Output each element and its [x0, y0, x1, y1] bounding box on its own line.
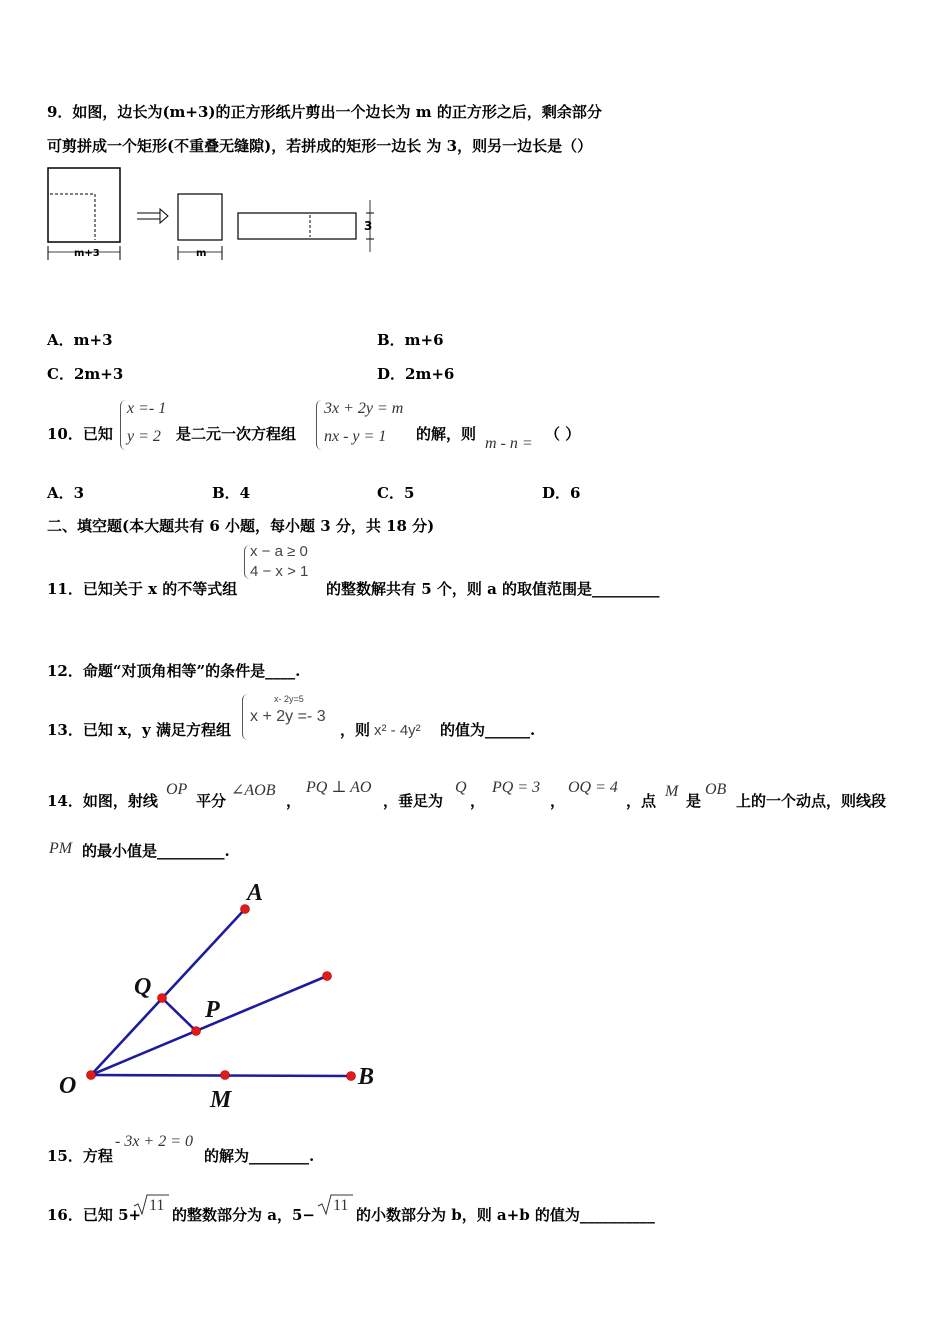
q9-line1: 9．如图，边长为(m+3)的正方形纸片剪出一个边长为 m 的正方形之后，剩余部分	[47, 103, 602, 121]
q14-t1: 平分	[196, 792, 227, 810]
q14-perp: PQ ⊥ AO	[306, 779, 372, 796]
q14-figure	[50, 870, 410, 1120]
q9-option-b: B．m+6	[377, 331, 444, 349]
q13-brace	[242, 694, 249, 740]
label-p: P	[205, 997, 220, 1023]
q16-suffix: 的小数部分为 b，则 a+b 的值为__________	[356, 1206, 655, 1224]
point-o	[87, 1071, 96, 1080]
q10-expr: m - n =	[485, 435, 533, 452]
q10-option-c: C．5	[377, 484, 415, 502]
q14-t5: 上的一个动点，则线段	[736, 792, 887, 810]
point-b	[347, 1072, 356, 1081]
q14-t3: ，点	[626, 792, 657, 810]
q10-sys1-b: y = 2	[127, 428, 161, 445]
q10-option-a: A．3	[47, 484, 85, 502]
label-o: O	[59, 1073, 77, 1099]
label-b: B	[358, 1064, 375, 1090]
q9-option-c: C．2m+3	[47, 365, 124, 383]
label-a: A	[247, 880, 264, 906]
q9-label-3: 3	[364, 219, 373, 233]
q16-rad-2: 11	[333, 1197, 349, 1214]
point-p	[192, 1027, 201, 1036]
q14-t2: ，垂足为	[383, 792, 444, 810]
q15-suffix: 的解为________.	[204, 1147, 315, 1165]
q14-m: M	[665, 783, 679, 800]
q14-ob: OB	[705, 781, 727, 798]
q11-suffix: 的整数解共有 5 个，则 a 的取值范围是_________	[326, 580, 660, 598]
q13-suffix: 的值为______.	[440, 721, 536, 739]
q10-paren: （ ）	[545, 425, 581, 443]
q14-q: Q	[455, 779, 467, 796]
q9-figure	[40, 160, 400, 270]
q14-prefix: 14．如图，射线	[47, 792, 158, 810]
q14-comma-2: ，	[470, 792, 486, 810]
q9-label-small: m	[196, 248, 207, 259]
q9-label-big: m+3	[74, 248, 100, 259]
q13-prefix: 13．已知 x，y 满足方程组	[47, 721, 231, 739]
q14-op: OP	[166, 781, 188, 798]
q11-sys-a: x − a ≥ 0	[250, 543, 308, 560]
q14-t4: 是	[686, 792, 702, 810]
q10-brace-2	[316, 400, 323, 450]
q15-expr: - 3x + 2 = 0	[115, 1133, 194, 1150]
q9-option-a: A．m+3	[47, 331, 113, 349]
q9-option-d: D．2m+6	[377, 365, 455, 383]
q10-brace-1	[120, 400, 127, 450]
q10-mid: 是二元一次方程组	[176, 425, 297, 443]
q14-oq: OQ = 4	[568, 779, 618, 796]
point-q	[158, 994, 167, 1003]
q11-sys-b: 4 − x > 1	[250, 563, 309, 580]
q13-sys-a: x- 2y=5	[274, 694, 304, 704]
q10-option-b: B．4	[212, 484, 251, 502]
q16-rad-1: 11	[149, 1197, 165, 1214]
q13-sys-b: x + 2y =- 3	[250, 708, 326, 725]
ray-oa	[91, 909, 245, 1075]
q10-option-d: D．6	[542, 484, 581, 502]
q9-line2: 可剪拼成一个矩形(不重叠无缝隙)，若拼成的矩形一边长 为 3，则另一边长是（）	[47, 137, 593, 155]
q10-sys2-b: nx - y = 1	[324, 428, 387, 445]
q14-pq: PQ = 3	[492, 779, 541, 796]
q14-comma-3: ，	[550, 792, 566, 810]
q14-t6: 的最小值是_________.	[82, 842, 230, 860]
ray-op	[91, 976, 327, 1075]
q14-comma-1: ，	[286, 792, 302, 810]
q10-sys2-a: 3x + 2y = m	[324, 400, 404, 417]
q14-pm: PM	[49, 840, 73, 857]
q10-sys1-a: x =- 1	[127, 400, 167, 417]
q14-angle: ∠AOB	[231, 782, 276, 799]
point-op-end	[323, 972, 332, 981]
q10-prefix: 10．已知	[47, 425, 113, 443]
q15-prefix: 15．方程	[47, 1147, 113, 1165]
label-m: M	[210, 1087, 232, 1113]
q16-mid: 的整数部分为 a，5−	[172, 1206, 315, 1224]
q12-text: 12．命题“对顶角相等”的条件是____.	[47, 662, 301, 680]
point-m	[221, 1071, 230, 1080]
q10-suffix: 的解，则	[416, 425, 477, 443]
q13-mid: ，则	[340, 721, 371, 739]
label-q: Q	[134, 974, 152, 1000]
q16-prefix: 16．已知 5+	[47, 1206, 142, 1224]
segment-qp	[162, 998, 196, 1031]
q13-expr: x² - 4y²	[374, 722, 421, 739]
section2-heading: 二、填空题(本大题共有 6 小题，每小题 3 分，共 18 分)	[47, 517, 435, 535]
q11-prefix: 11．已知关于 x 的不等式组	[47, 580, 238, 598]
